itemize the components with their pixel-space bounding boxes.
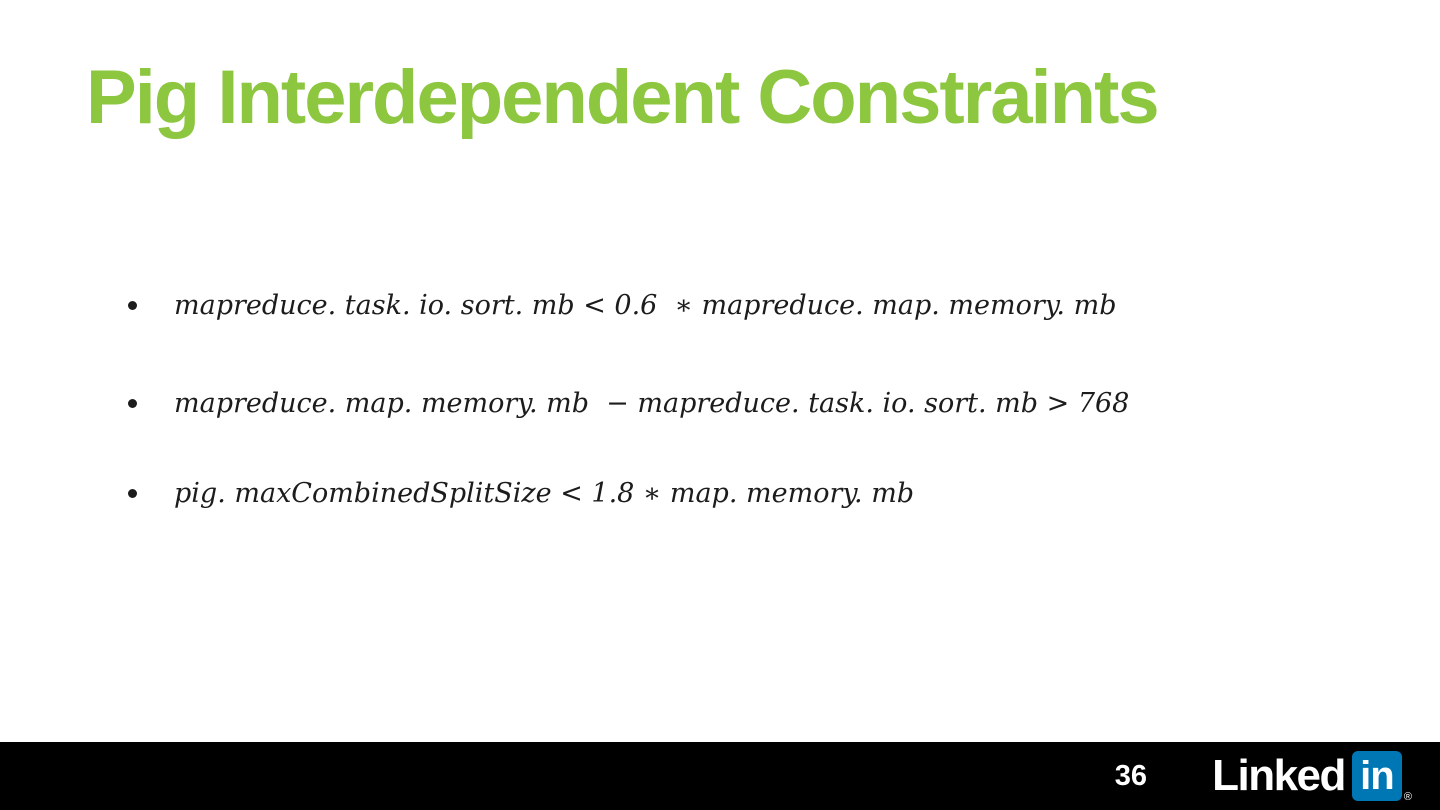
linkedin-in-icon [1352, 751, 1402, 801]
registered-trademark-icon: ® [1403, 791, 1412, 803]
bullet-icon [128, 301, 137, 310]
linkedin-in-text: in [1360, 754, 1394, 798]
constraint-formula-sort-mb: mapreduce. task. io. sort. mb < 0.6 ∗ mapreduce. map. memory. mb [174, 290, 1117, 321]
list-item [128, 478, 914, 509]
constraint-formula-split-size: pig. maxCombinedSplitSize < 1.8 ∗ map. memory. mb [174, 478, 915, 509]
constraint-formula-memory-minus-sort: mapreduce. map. memory. mb − mapreduce. task. io. sort. mb > 768 [174, 388, 1130, 419]
bullet-icon [128, 399, 137, 408]
bullet-icon [128, 489, 137, 498]
linkedin-wordmark: Linked [1212, 751, 1345, 800]
slide-title: Pig Interdependent Constraints [86, 55, 1158, 140]
footer-bar [0, 742, 1440, 810]
linkedin-logo [1212, 742, 1412, 810]
list-item [128, 388, 1129, 419]
page-number: 36 [1114, 759, 1147, 792]
list-item [128, 290, 1116, 321]
